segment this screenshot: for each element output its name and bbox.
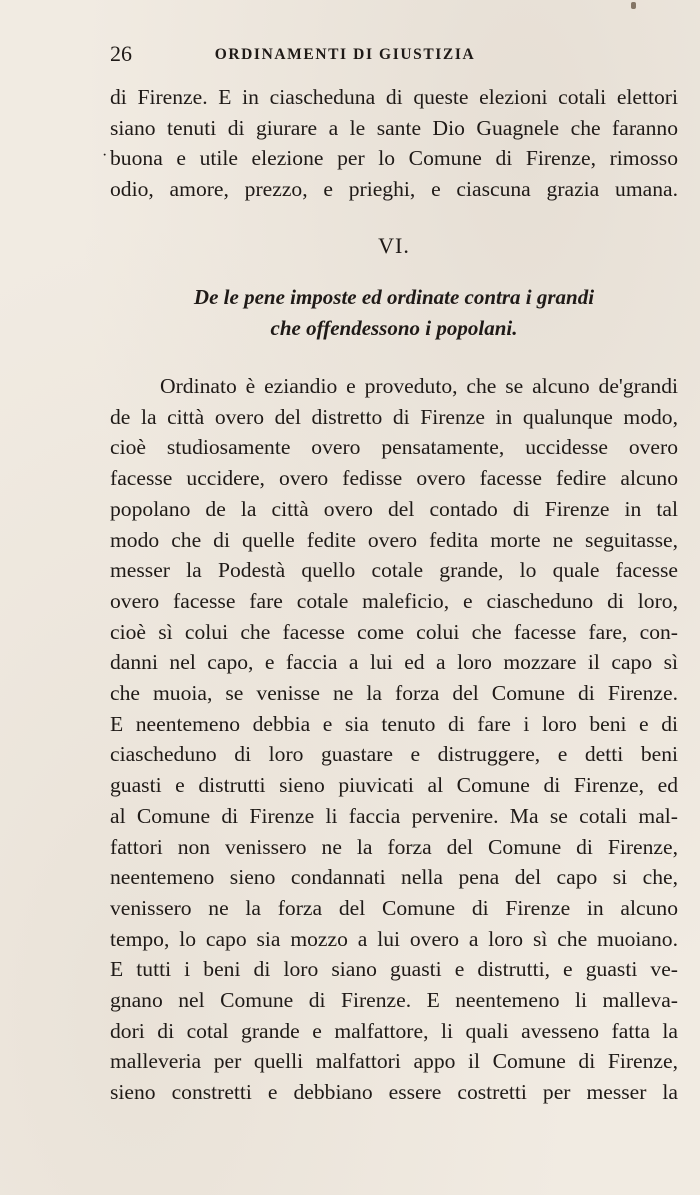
page-number: 26	[110, 41, 132, 66]
text-line: gnano nel Comune di Firenze. E neentemeno li malleva-	[110, 988, 678, 1013]
text-line: popolano de la città overo del contado di Firenze in tal	[110, 496, 678, 521]
text-line: tempo, lo capo sia mozzo a lui overo a loro sì che muoiano.	[110, 926, 678, 951]
text-line: modo che di quelle fedite overo fedita morte ne seguitasse,	[110, 527, 678, 552]
text-line: cioè sì colui che facesse come colui che facesse fare, con-	[110, 619, 678, 644]
text-line: dori di cotal grande e malfattore, li quali avesseno fatta la	[110, 1018, 678, 1043]
text-line: overo facesse fare cotale maleficio, e ciascheduno di loro,	[110, 588, 678, 613]
text-line-first	[110, 371, 678, 402]
text-line: facesse uccidere, overo fedisse overo facesse fedire alcuno	[110, 466, 678, 491]
text-line: messer la Podestà quello cotale grande, lo quale facesse	[110, 558, 678, 583]
text-line: sieno constretti e debbiano essere costretti per messer la	[110, 1080, 678, 1105]
text-line: de la città overo del distretto di Firenze in qualunque modo,	[110, 404, 678, 429]
text-line: E tutti i beni di loro siano guasti e distrutti, e guasti ve-	[110, 957, 678, 982]
section-heading	[110, 282, 678, 343]
text-line: siano tenuti di giurare a le sante Dio Guagnele che faranno	[110, 115, 678, 140]
margin-dot: ·	[102, 147, 108, 164]
text-line: fattori non venissero ne la forza del Comune di Firenze,	[110, 834, 678, 859]
text-line: buona e utile elezione per lo Comune di Firenze, rimosso	[110, 146, 678, 171]
section-heading-line: De le pene imposte ed ordinate contra i grandi	[193, 285, 595, 309]
text-line: cioè studiosamente overo pensatamente, uccidesse overo	[110, 435, 678, 460]
text-line: danni nel capo, e faccia a lui ed a loro mozzare il capo sì	[110, 650, 678, 675]
text-line: al Comune di Firenze li faccia pervenire. Ma se cotali mal-	[110, 803, 678, 828]
text-line: guasti e distrutti sieno piuvicati al Comune di Firenze, ed	[110, 773, 678, 798]
page-header	[110, 40, 580, 68]
text-line: che muoia, se venisse ne la forza del Comune di Firenze.	[110, 681, 678, 706]
section-heading-line: che offendessono i popolani.	[270, 315, 518, 340]
text-line: ciascheduno di loro guastare e distruggere, e detti beni	[110, 742, 678, 767]
text-line: venissero ne la forza del Comune di Firenze in alcuno	[110, 895, 678, 920]
text-line: di Firenze. E in ciascheduna di queste elezioni cotali elettori	[110, 85, 678, 109]
text-line: malleveria per quelli malfattori appo il Comune di Firenze,	[110, 1049, 678, 1074]
paragraph-continued	[110, 82, 678, 205]
text-line: neentemeno sieno condannati nella pena del capo si che,	[110, 865, 678, 890]
text-line: E neentemeno debbia e sia tenuto di fare i loro beni e di	[110, 711, 678, 736]
ink-speck	[631, 2, 636, 9]
section-numeral: VI.	[378, 233, 410, 258]
paragraph-main	[110, 371, 678, 1108]
text-line-first-content: Ordinato è eziandio e proveduto, che se alcuno de'grandi	[160, 374, 678, 398]
running-title: ORDINAMENTI DI GIUSTIZIA	[214, 46, 476, 63]
text-line: odio, amore, prezzo, e prieghi, e ciascuna grazia umana.	[110, 177, 678, 202]
